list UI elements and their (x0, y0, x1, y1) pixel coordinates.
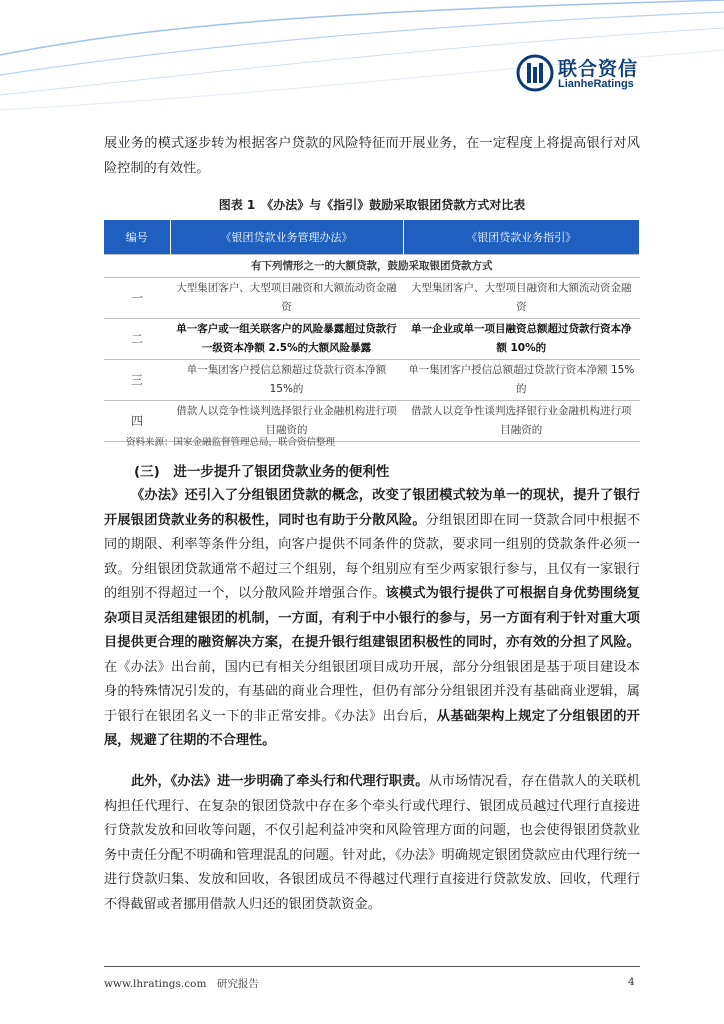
emphasis-text: 从基础架构上规定了分组银团的开展，规避了往期的不合理性。 (104, 708, 640, 748)
table-row (104, 278, 640, 319)
emphasis-text: 《办法》还引入了分组银团贷款的概念，改变了银团模式较为单一的现状，提升了银行开展银团贷款业务的积极性，同时也有助于分散风险。 (104, 488, 640, 528)
footer-website: www.lhratings.com 研究报告 (104, 978, 259, 990)
row-left: 借款人以竞争性谈判选择银行业金融机构进行项目融资的 (170, 401, 403, 442)
emphasis-text: 该模式为银行提供了可根据自身优势围绕复杂项目灵活组建银团的机制，一方面，有利于中小银行的参与，另一方面有利于针对重大项目提供更合理的融资解决方案，在提升银行组建银团积极性的同时，亦有效的分担了风险。 (104, 586, 640, 650)
emphasis-text: 此外，《办法》进一步明确了牵头行和代理行职责。 (131, 774, 429, 789)
lianhe-logo-icon (516, 54, 554, 92)
table-source: 资料来源：国家金融监督管理总局，联合资信整理 (126, 437, 336, 448)
row-left: 大型集团客户、大型项目融资和大额流动资金融资 (170, 278, 403, 319)
row-num: 二 (104, 319, 170, 360)
table-row (104, 360, 640, 401)
body-paragraph-2 (104, 770, 640, 917)
table-row (104, 319, 640, 360)
header-measures: 《银团贷款业务管理办法》 (170, 220, 403, 255)
section-heading: (三) 进一步提升了银团贷款业务的便利性 (134, 464, 390, 480)
table-subheader-row (104, 255, 640, 278)
intro-paragraph: 展业务的模式逐步转为根据客户贷款的风险特征而开展业务，在一定程度上将提高银行对风险控制的有效性。 (104, 136, 640, 176)
brand-name-en: LianheRatings (558, 78, 634, 90)
row-left: 单一集团客户授信总额超过贷款行资本净额 15%的 (170, 360, 403, 401)
table-subheader: 有下列情形之一的大额贷款，鼓励采取银团贷款方式 (104, 255, 640, 278)
brand-name-cn: 联合资信 (558, 58, 639, 80)
row-right: 大型集团客户、大型项目融资和大额流动资金融资 (403, 278, 640, 319)
footer-divider (104, 966, 640, 967)
row-num: 四 (104, 401, 170, 442)
row-left: 单一客户或一组关联客户的风险暴露超过贷款行一级资本净额 2.5%的大额风险暴露 (170, 319, 403, 360)
row-num: 三 (104, 360, 170, 401)
page-number: 4 (628, 976, 635, 988)
figure-caption: 图表 1 《办法》与《指引》鼓励采取银团贷款方式对比表 (218, 198, 526, 212)
row-right: 借款人以竞争性谈判选择银行业金融机构进行项目融资的 (403, 401, 640, 442)
header-guidelines: 《银团贷款业务指引》 (403, 220, 640, 255)
row-num: 一 (104, 278, 170, 319)
body-text: 分组银团即在同一贷款合同中根据不同的期限、利率等条件分组，向客户提供不同条件的贷款，要求同一组别的贷款条件必须一致。分组银团贷款通常不超过三个组别，每个组别应有至少两家银行参与，且仅有一家银行的组别不得超过一个，以分散风险并增强合作。 (104, 512, 641, 601)
header-num: 编号 (104, 220, 170, 255)
body-text: 从市场情况看，存在借款人的关联机构担任代理行、在复杂的银团贷款中存在多个牵头行或代理行、银团成员越过代理行直接进行贷款发放和回收等问题，不仅引起利益冲突和风险管理方面的问题，也会使得银团贷款业务中责任分配不明确和管理混乱的问题。针对此，《办法》明确规定银团贷款应由代理行统一进行贷款归集、发放和回收，各银团成员不得越过代理行直接进行贷款发放、回收，代理行不得截留或者挪用借款人归还的银团贷款资金。 (104, 774, 641, 912)
table-header-row (104, 220, 640, 255)
brand-logo (516, 52, 646, 96)
body-text: 在《办法》出台前，国内已有相关分组银团项目成功开展，部分分组银团是基于项目建设本身的特殊情况引发的，有基础的商业合理性，但仍有部分分组银团并没有基础商业逻辑，属于银行在银团名义一下的非正常安排。《办法》出台后， (104, 659, 640, 724)
row-right: 单一集团客户授信总额超过贷款行资本净额 15%的 (403, 360, 640, 401)
comparison-table (104, 220, 640, 442)
body-paragraph-1 (104, 484, 640, 754)
row-right: 单一企业或单一项目融资总额超过贷款行资本净额 10%的 (403, 319, 640, 360)
